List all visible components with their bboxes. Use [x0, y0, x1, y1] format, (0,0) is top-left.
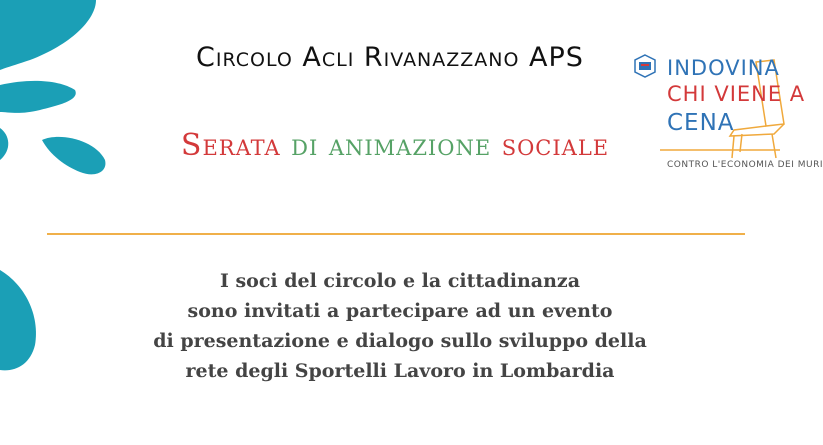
logo-tagline: CONTRO L'ECONOMIA DEI MURI [667, 160, 823, 170]
logo-line-2: CHI VIENE A [667, 82, 806, 106]
invitation-line: rete degli Sportelli Lavoro in Lombardia [185, 360, 615, 382]
logo-line-1: INDOVINA [667, 56, 780, 80]
event-title-word-1: Serata [180, 128, 281, 163]
decorative-water-drops [0, 0, 110, 445]
section-divider [47, 233, 745, 235]
event-title-word-2: di animazione [291, 128, 492, 163]
event-title-word-3: sociale [501, 128, 610, 163]
drop-small [0, 128, 8, 160]
invitation-line: I soci del circolo e la cittadinanza [219, 270, 581, 292]
invitation-line: di presentazione e dialogo sullo sviluppo della [153, 330, 647, 352]
drop-middle [0, 81, 76, 113]
event-title [150, 128, 640, 163]
organization-title: Circolo Acli Rivanazzano APS [196, 42, 584, 73]
drop-bottom [0, 270, 36, 370]
invitation-line: sono invitati a partecipare ad un evento [187, 300, 613, 322]
drop-top [0, 0, 96, 70]
drop-right [42, 137, 105, 174]
acli-badge-icon [634, 54, 656, 78]
logo-line-3: CENA [667, 110, 735, 136]
event-logo [634, 54, 823, 174]
invitation-text [100, 266, 700, 386]
